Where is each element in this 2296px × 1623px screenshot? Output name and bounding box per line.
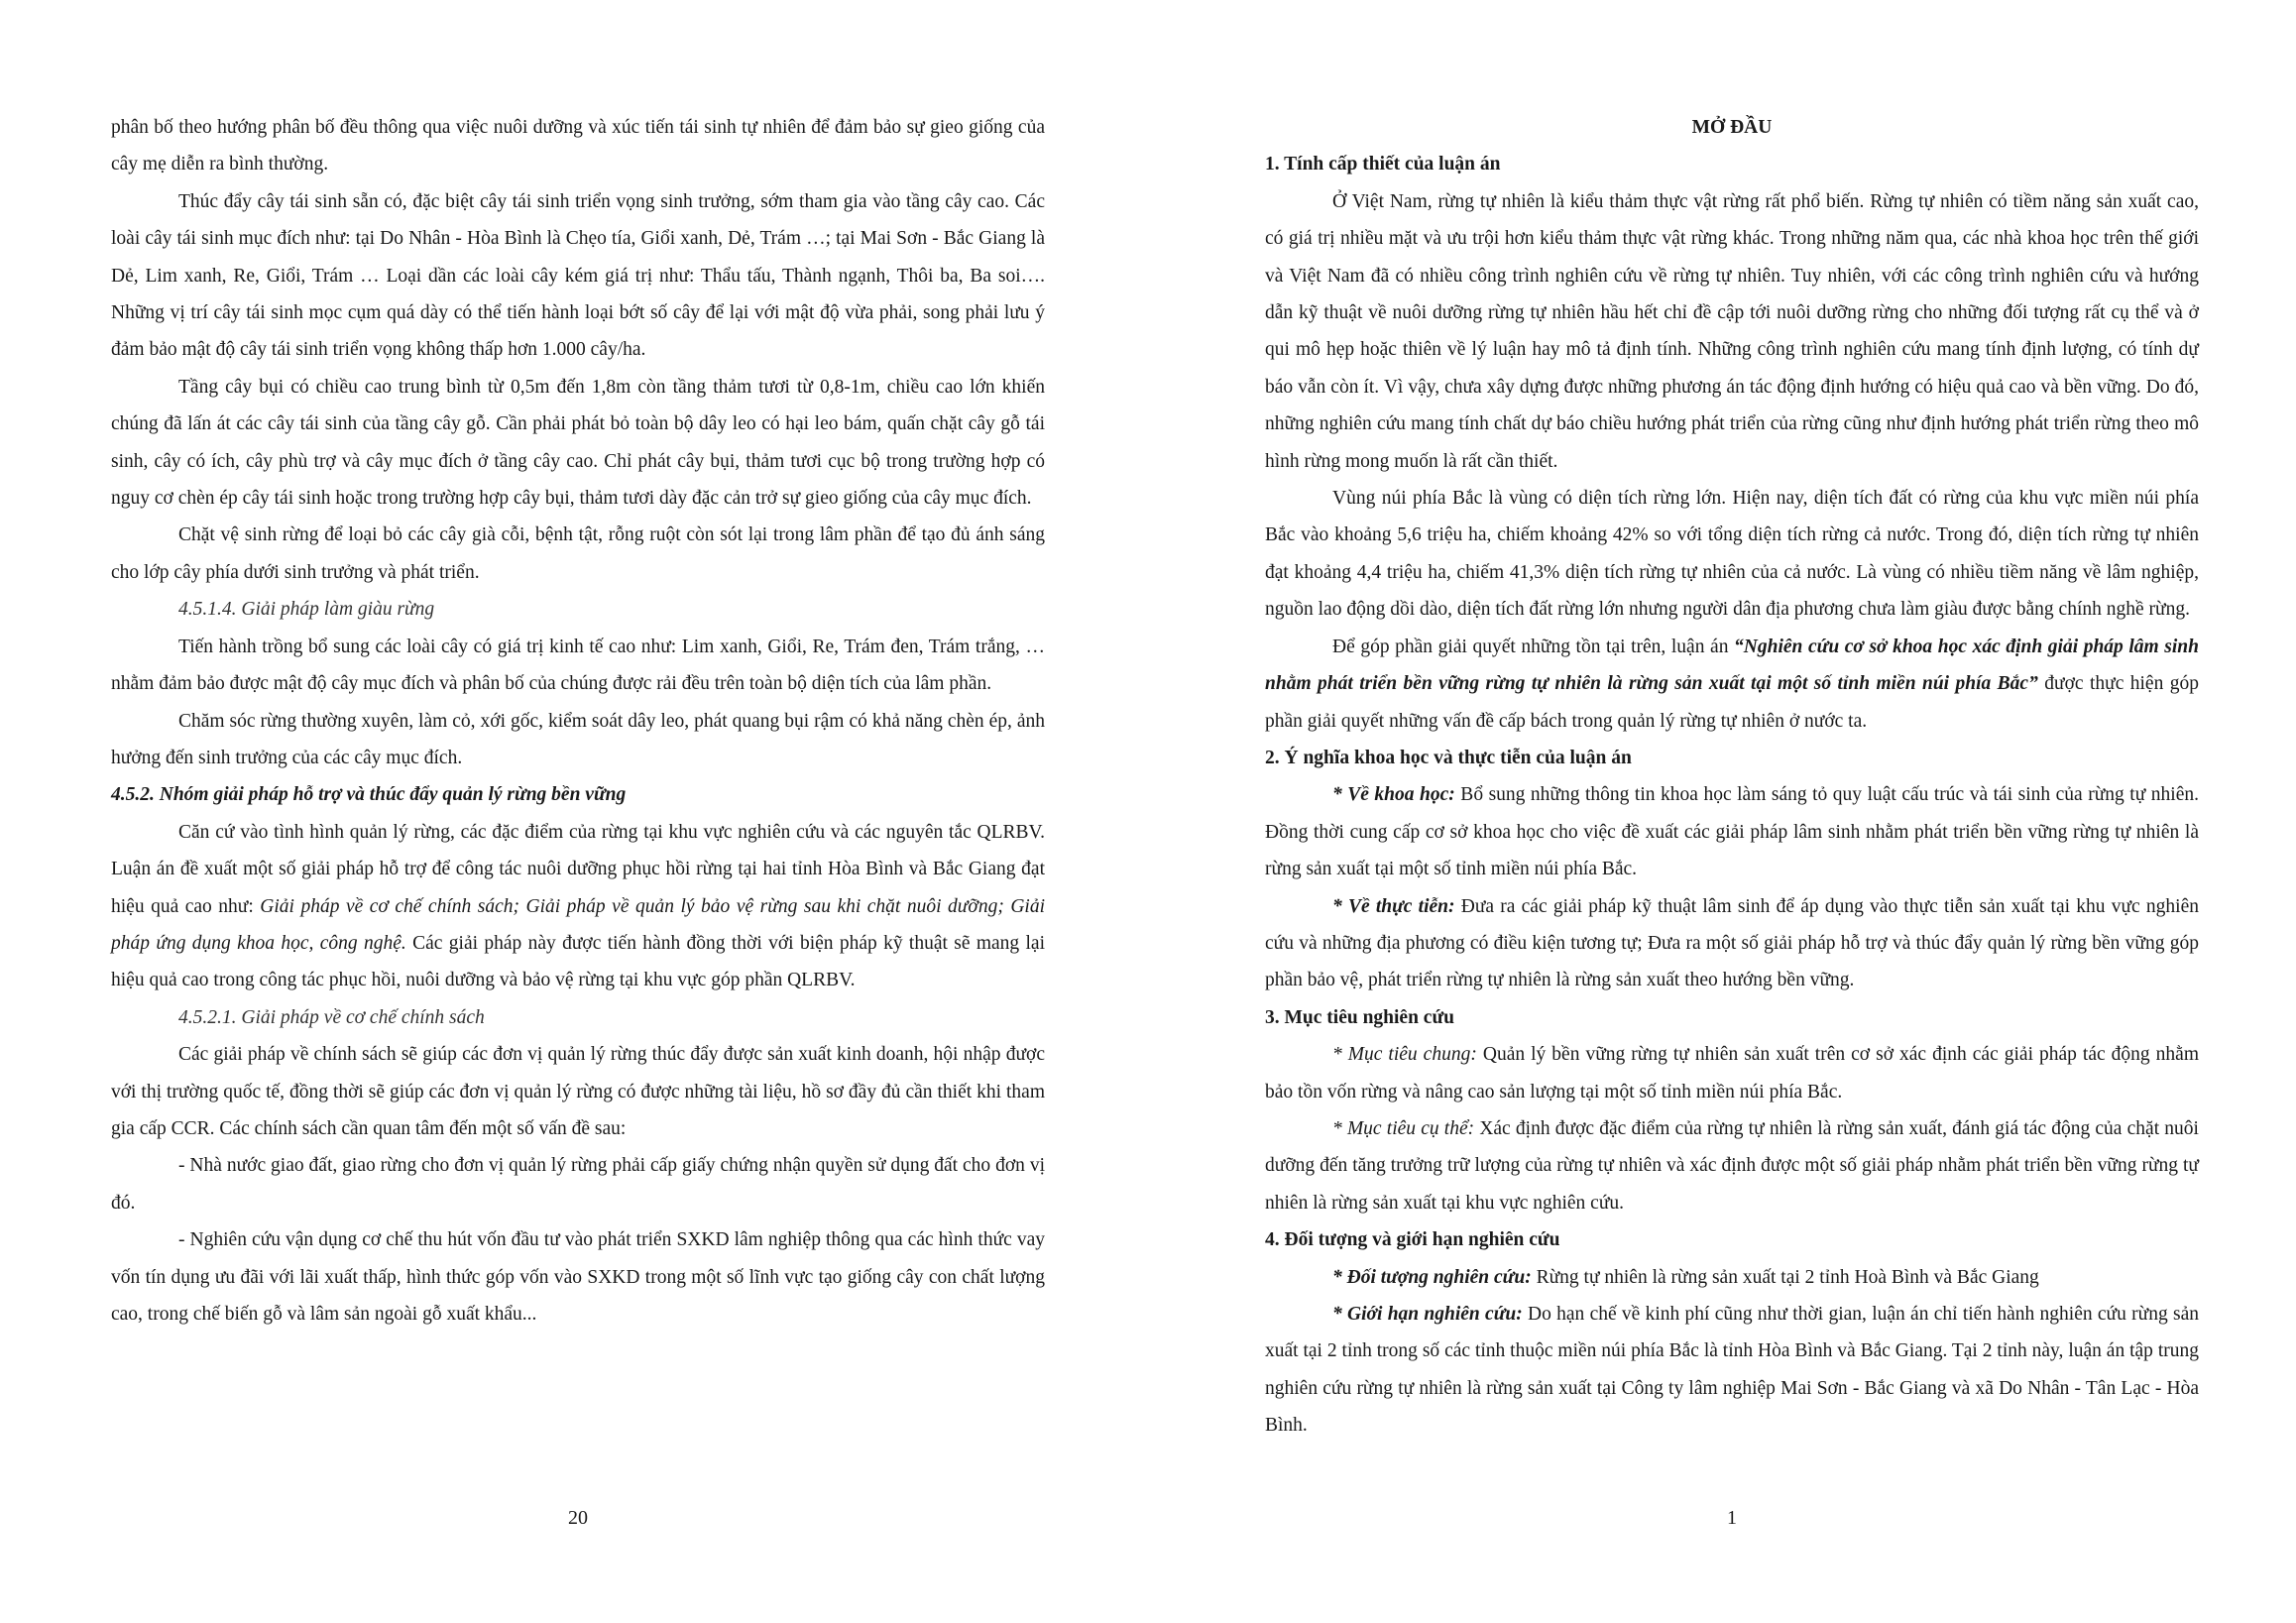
right-heading-4: 4. Đối tượng và giới hạn nghiên cứu — [1265, 1229, 1560, 1251]
right-p6-label: * Mục tiêu chung: — [1332, 1044, 1477, 1066]
right-paragraph-9 — [1265, 1296, 2199, 1445]
right-page-number: 1 — [1727, 1507, 1737, 1529]
right-paragraph-8 — [1265, 1259, 2199, 1296]
left-paragraph-3: Tầng cây bụi có chiều cao trung bình từ 0,5m đến 1,8m còn tầng thảm tươi từ 0,8-1m, chiều cao lớn khiến chúng đã lấn át các cây tái sinh của tầng cây gỗ. Cần phải phát bỏ toàn bộ dây leo có hại leo bám, quấn chặt cây gỗ tái sinh, cây có ích, cây phù trợ và cây mục đích ở tầng cây cao. Chỉ phát cây bụi, thảm tươi cục bộ trong trường hợp có nguy cơ chèn ép cây tái sinh hoặc trong trường hợp cây bụi, thảm tươi dày đặc cản trở sự gieo giống của cây mục đích. — [111, 376, 1045, 510]
right-page-title: MỞ ĐẦU — [1691, 117, 1773, 138]
left-paragraph-1: phân bố theo hướng phân bố đều thông qua việc nuôi dưỡng và xúc tiến tái sinh tự nhiên để đảm bảo sự gieo giống của cây mẹ diễn ra bình thường. — [111, 117, 1045, 175]
right-p5-label: * Về thực tiễn: — [1332, 895, 1455, 917]
right-heading-1: 1. Tính cấp thiết của luận án — [1265, 154, 1501, 175]
left-paragraph-2: Thúc đẩy cây tái sinh sẵn có, đặc biệt cây tái sinh triển vọng sinh trưởng, sớm tham gia vào tầng cây cao. Các loài cây tái sinh mục đích như: tại Do Nhân - Hòa Bình là Chẹo tía, Giổi xanh, Dẻ, Trám …; tại Mai Sơn - Bắc Giang là Dẻ, Lim xanh, Re, Giổi, Trám … Loại dần các loài cây kém giá trị như: Thẩu tấu, Thành ngạnh, Thôi ba, Ba soi…. Những vị trí cây tái sinh mọc cụm quá dày có thể tiến hành loại bớt số cây để lại với mật độ vừa phải, song phải lưu ý đảm bảo mật độ cây tái sinh triển vọng không thấp hơn 1.000 cây/ha. — [111, 190, 1045, 361]
right-paragraph-3 — [1265, 629, 2199, 740]
right-p7-label: * Mục tiêu cụ thể: — [1332, 1117, 1475, 1139]
left-paragraph-6: Chăm sóc rừng thường xuyên, làm cỏ, xới gốc, kiểm soát dây leo, phát quang bụi rậm có khả năng chèn ép, ảnh hưởng đến sinh trưởng của các cây mục đích. — [111, 710, 1045, 768]
left-paragraph-7 — [111, 814, 1045, 999]
right-p9-label: * Giới hạn nghiên cứu: — [1332, 1304, 1523, 1325]
right-heading-2: 2. Ý nghĩa khoa học và thực tiễn của luận án — [1265, 747, 1632, 768]
right-p7-text: Xác định được đặc điểm của rừng tự nhiên là rừng sản xuất, đánh giá tác động của chặt nuôi dưỡng đến tăng trưởng trữ lượng của rừng tự nhiên và xác định được một số giải pháp nhằm phát triển bền vững rừng tự nhiên là rừng sản xuất tại khu vực nghiên cứu. — [1265, 1117, 2199, 1214]
left-subheading-4514: 4.5.1.4. Giải pháp làm giàu rừng — [178, 599, 435, 621]
right-p3-thesis-title: “Nghiên cứu cơ sở khoa học xác định giải pháp lâm sinh nhằm phát triển bền vững rừng tự nhiên là rừng sản xuất tại một số tỉnh miền núi phía Bắc” — [1265, 636, 2199, 695]
right-p9-text: Do hạn chế về kinh phí cũng như thời gian, luận án chỉ tiến hành nghiên cứu rừng sản xuất tại 2 tỉnh trong số các tỉnh thuộc miền núi phía Bắc là tỉnh Hòa Bình và Bắc Giang. Tại 2 tỉnh này, luận án tập trung nghiên cứu rừng tự nhiên là rừng sản xuất tại Công ty lâm nghiệp Mai Sơn - Bắc Giang và xã Do Nhân - Tân Lạc - Hòa Bình. — [1265, 1304, 2199, 1437]
right-paragraph-7 — [1265, 1110, 2199, 1221]
right-p8-text: Rừng tự nhiên là rừng sản xuất tại 2 tỉnh Hoà Bình và Bắc Giang — [1531, 1266, 2039, 1288]
right-p8-label: * Đối tượng nghiên cứu: — [1332, 1266, 1532, 1288]
right-p5-text: Đưa ra các giải pháp kỹ thuật lâm sinh để áp dụng vào thực tiễn sản xuất tại khu vực nghiên cứu và những địa phương có điều kiện tương tự; Đưa ra một số giải pháp hỗ trợ và thúc đẩy quản lý rừng bền vững góp phần bảo vệ, phát triển rừng tự nhiên là rừng sản xuất theo hướng bền vững. — [1265, 895, 2199, 991]
left-paragraph-4: Chặt vệ sinh rừng để loại bỏ các cây già cỗi, bệnh tật, rỗng ruột còn sót lại trong lâm phần để tạo đủ ánh sáng cho lớp cây phía dưới sinh trưởng và phát triển. — [111, 524, 1045, 583]
right-paragraph-1: Ở Việt Nam, rừng tự nhiên là kiểu thảm thực vật rừng rất phổ biến. Rừng tự nhiên có tiềm năng sản xuất cao, có giá trị nhiều mặt và ưu trội hơn kiểu thảm thực vật rừng khác. Trong những năm qua, các nhà khoa học trên thế giới và Việt Nam đã có nhiều công trình nghiên cứu về rừng tự nhiên. Tuy nhiên, với các công trình nghiên cứu và hướng dẫn kỹ thuật về nuôi dưỡng rừng tự nhiên hầu hết chỉ đề cập tới nuôi dưỡng rừng cho những đối tượng rất cụ thể và ở qui mô hẹp hoặc thiên về lý luận hay mô tả định tính. Những công trình nghiên cứu mang tính định lượng, có tính dự báo vẫn còn ít. Vì vậy, chưa xây dựng được những phương án tác động định hướng có hiệu quả cao và bền vững. Do đó, những nghiên cứu mang tính chất dự báo chiều hướng phát triển của rừng cũng như định hướng phát triển rừng theo mô hình rừng mong muốn là rất cần thiết. — [1265, 190, 2199, 472]
left-paragraph-9: - Nhà nước giao đất, giao rừng cho đơn vị quản lý rừng phải cấp giấy chứng nhận quyền sử dụng đất cho đơn vị đó. — [111, 1155, 1045, 1214]
right-paragraph-6 — [1265, 1036, 2199, 1110]
right-page — [1265, 109, 2199, 1445]
left-subheading-4521: 4.5.2.1. Giải pháp về cơ chế chính sách — [178, 1006, 485, 1028]
left-page-number: 20 — [568, 1507, 588, 1529]
right-p4-label: * Về khoa học: — [1332, 784, 1455, 806]
left-page — [111, 109, 1045, 1333]
right-p3-text-c: được thực hiện góp phần giải quyết những vấn đề cấp bách trong quản lý rừng tự nhiên ở nước ta. — [1265, 673, 2200, 732]
left-paragraph-5: Tiến hành trồng bổ sung các loài cây có giá trị kinh tế cao như: Lim xanh, Giổi, Re, Trám đen, Trám trắng, … nhằm đảm bảo được mật độ cây mục đích và phân bố của chúng được rải đều trên toàn bộ diện tích của lâm phần. — [111, 636, 1045, 695]
right-paragraph-2: Vùng núi phía Bắc là vùng có diện tích rừng lớn. Hiện nay, diện tích đất có rừng của khu vực miền núi phía Bắc vào khoảng 5,6 triệu ha, chiếm khoảng 42% so với tổng diện tích rừng cả nước. Trong đó, diện tích rừng tự nhiên đạt khoảng 4,4 triệu ha, chiếm 41,3% diện tích rừng tự nhiên của cả nước. Là vùng có nhiều tiềm năng về lâm nghiệp, nguồn lao động dồi dào, diện tích đất rừng lớn nhưng người dân địa phương chưa làm giàu được bằng chính nghề rừng. — [1265, 488, 2199, 621]
right-p4-text: Bổ sung những thông tin khoa học làm sáng tỏ quy luật cấu trúc và tái sinh của rừng tự nhiên. Đồng thời cung cấp cơ sở khoa học cho việc đề xuất các giải pháp lâm sinh nhằm phát triển bền vững rừng tự nhiên là rừng sản xuất tại một số tỉnh miền núi phía Bắc. — [1265, 784, 2199, 880]
right-p3-text-a: Để góp phần giải quyết những tồn tại trên, luận án — [1332, 636, 1735, 657]
right-p6-text: Quản lý bền vững rừng tự nhiên sản xuất trên cơ sở xác định các giải pháp tác động nhằm bảo tồn vốn rừng và nâng cao sản lượng tại một số tỉnh miền núi phía Bắc. — [1265, 1044, 2200, 1102]
left-heading-452: 4.5.2. Nhóm giải pháp hỗ trợ và thúc đẩy quản lý rừng bền vững — [111, 784, 627, 806]
right-heading-3: 3. Mục tiêu nghiên cứu — [1265, 1006, 1455, 1028]
left-paragraph-10: - Nghiên cứu vận dụng cơ chế thu hút vốn đầu tư vào phát triển SXKD lâm nghiệp thông qua các hình thức vay vốn tín dụng ưu đãi với lãi xuất thấp, hình thức góp vốn vào SXKD trong một số lĩnh vực tạo giống cây con chất lượng cao, trong chế biến gỗ và lâm sản ngoài gỗ xuất khẩu... — [111, 1229, 1045, 1325]
left-paragraph-8: Các giải pháp về chính sách sẽ giúp các đơn vị quản lý rừng thúc đẩy được sản xuất kinh doanh, hội nhập được với thị trường quốc tế, đồng thời sẽ giúp các đơn vị quản lý rừng có được những tài liệu, hồ sơ đầy đủ cần thiết khi tham gia cấp CCR. Các chính sách cần quan tâm đến một số vấn đề sau: — [111, 1044, 1045, 1139]
left-p7-text-italic: Giải pháp về cơ chế chính sách; Giải pháp về quản lý bảo vệ rừng sau khi chặt nuôi dưỡng; Giải pháp ứng dụng khoa học, công nghệ. — [111, 895, 1045, 954]
right-paragraph-4 — [1265, 776, 2199, 887]
left-p7-text-c: Các giải pháp này được tiến hành đồng thời với biện pháp kỹ thuật sẽ mang lại hiệu quả cao trong công tác phục hồi, nuôi dưỡng và bảo vệ rừng tại khu vực góp phần QLRBV. — [111, 932, 1045, 991]
left-p7-text-a: Căn cứ vào tình hình quản lý rừng, các đặc điểm của rừng tại khu vực nghiên cứu và các nguyên tắc QLRBV. Luận án đề xuất một số giải pháp hỗ trợ để công tác nuôi dưỡng phục hồi rừng tại hai tỉnh Hòa Bình và Bắc Giang đạt hiệu quả cao như: — [111, 821, 1045, 917]
right-paragraph-5 — [1265, 888, 2199, 999]
